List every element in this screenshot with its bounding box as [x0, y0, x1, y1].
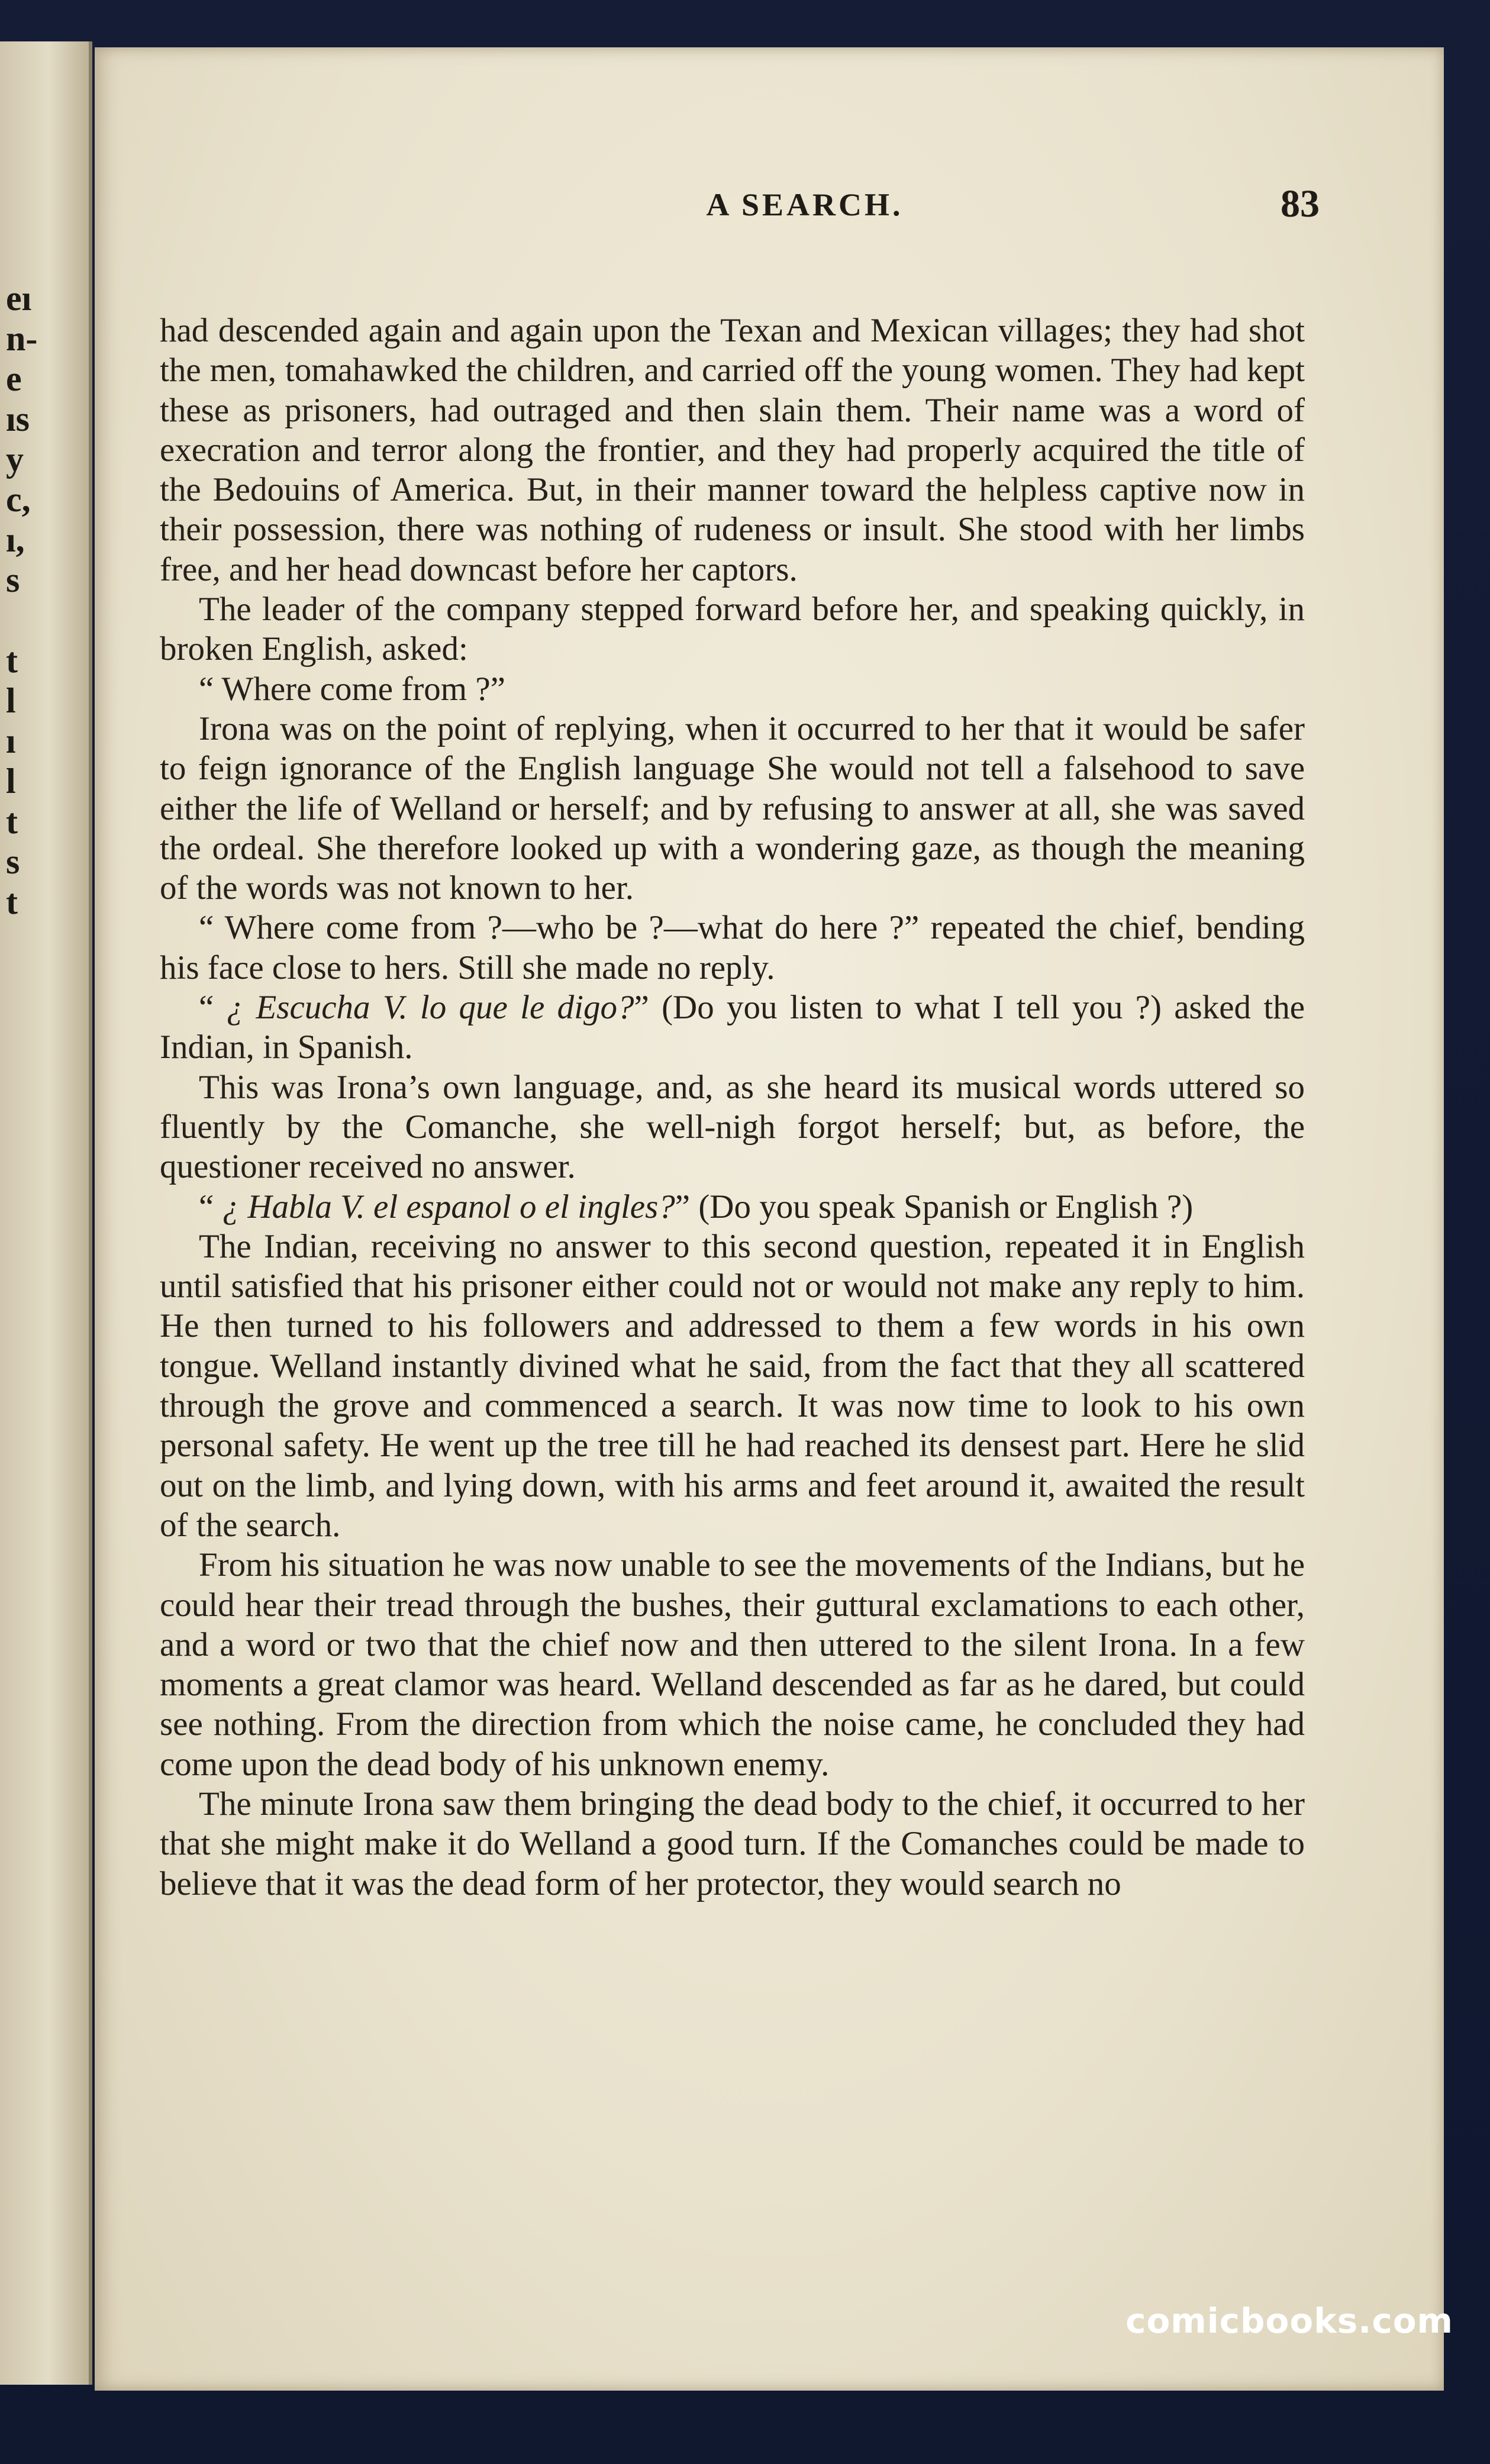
facing-page-edge: [0, 41, 92, 2385]
facing-page-fragment: s: [6, 560, 20, 599]
text-run: had descended again and again upon the Texan and Mexican villages; they had shot the men, tomahawked the children, and carried off the young women. They had kept these as prisoners, had outraged and then slain them. Their name was a word of execration and terror along the frontier, and they had properly acquired the title of the Bedouins of America. But, in their manner toward the helpless captive now in their possession, there was nothing of rudeness or insult. She stood with her limbs free, and her head downcast before her captors.: [160, 312, 1305, 588]
facing-page-fragment: t: [6, 802, 18, 841]
running-header: [95, 182, 1444, 234]
text-run: This was Irona’s own language, and, as she heard its musical words uttered so fluently by the Comanche, she well-nigh forgot herself; but, as before, the questioner received no answer.: [160, 1068, 1305, 1186]
body-text: [160, 311, 1305, 1904]
text-run: Irona was on the point of replying, when it occurred to her that it would be safer to feign ignorance of the English language She would not tell a falsehood to save either the life of Welland or herself; and by refusing to answer at all, she was saved the ordeal. She therefore looked up with a wondering gaze, as though the meaning of the words was not known to her.: [160, 709, 1305, 907]
paragraph: [160, 589, 1305, 669]
paragraph: [160, 988, 1305, 1067]
text-run: “ Where come from ?—who be ?—what do here ?” repeated the chief, bending his face close to hers. Still she made no reply.: [160, 909, 1305, 986]
facing-page-fragment: [6, 600, 77, 640]
facing-page-fragment: l: [6, 762, 16, 801]
book-page: [95, 47, 1444, 2391]
facing-page-fragment: ı,: [6, 520, 25, 559]
facing-page-fragment: e: [6, 359, 22, 398]
text-run: The leader of the company stepped forward before her, and speaking quickly, in broken English, asked:: [160, 591, 1305, 668]
paragraph: [160, 1227, 1305, 1545]
facing-page-fragment: c,: [6, 480, 31, 519]
facing-page-fragment: ıs: [6, 399, 30, 438]
running-head-title: A SEARCH.: [706, 187, 904, 222]
text-run: ” (Do you speak Spanish or English ?): [675, 1188, 1194, 1225]
text-run: ” (Do you listen to what I tell you ?) asked the Indian, in Spanish.: [160, 989, 1305, 1066]
paragraph: [160, 1187, 1305, 1227]
facing-page-fragment: ı: [6, 721, 16, 760]
paragraph: [160, 1067, 1305, 1187]
text-run: “ Where come from ?”: [199, 670, 505, 708]
page-number: 83: [1281, 182, 1320, 225]
facing-page-text-fragments: [6, 278, 77, 922]
facing-page-fragment: s: [6, 842, 20, 881]
italic-quote: ¿ Habla V. el espanol o el ingles?: [222, 1188, 675, 1225]
text-run: The minute Irona saw them bringing the dead body to the chief, it occurred to her that she might make it do Welland a good turn. If the Comanches could be made to believe that it was the dead form of her protector, they would search no: [160, 1785, 1305, 1902]
italic-quote: ¿ Escucha V. lo que le digo?: [226, 989, 634, 1027]
site-watermark: comicbooks.com: [1125, 2301, 1453, 2341]
paragraph: [160, 669, 1305, 709]
paragraph: [160, 1545, 1305, 1784]
paragraph: [160, 908, 1305, 988]
paragraph: [160, 709, 1305, 908]
facing-page-fragment: t: [6, 882, 18, 921]
facing-page-fragment: y: [6, 440, 24, 479]
facing-page-fragment: n-: [6, 319, 38, 358]
text-run: “: [199, 1188, 222, 1225]
text-run: “: [199, 989, 227, 1027]
facing-page-fragment: t: [6, 641, 18, 680]
text-run: From his situation he was now unable to see the movements of the Indians, but he could hear their tread through the bushes, their guttural exclamations to each other, and a word or two that the chief now and then uttered to the silent Irona. In a few moments a great clamor was heard. Welland descended as far as he dared, but could see nothing. From the direction from which the noise came, he concluded they had come upon the dead body of his unknown enemy.: [160, 1546, 1305, 1783]
paragraph: [160, 311, 1305, 589]
text-run: The Indian, receiving no answer to this second question, repeated it in English until satisfied that his prisoner either could not or would not make any reply to him. He then turned to his followers and addressed to them a few words in his own tongue. Welland instantly divined what he said, from the fact that they all scattered through the grove and commenced a search. It was now time to look to his own personal safety. He went up the tree till he had reached its densest part. Here he slid out on the limb, and lying down, with his arms and feet around it, awaited the result of the search.: [160, 1227, 1305, 1544]
facing-page-fragment: l: [6, 681, 16, 720]
paragraph: [160, 1784, 1305, 1904]
facing-page-fragment: eı: [6, 279, 32, 318]
